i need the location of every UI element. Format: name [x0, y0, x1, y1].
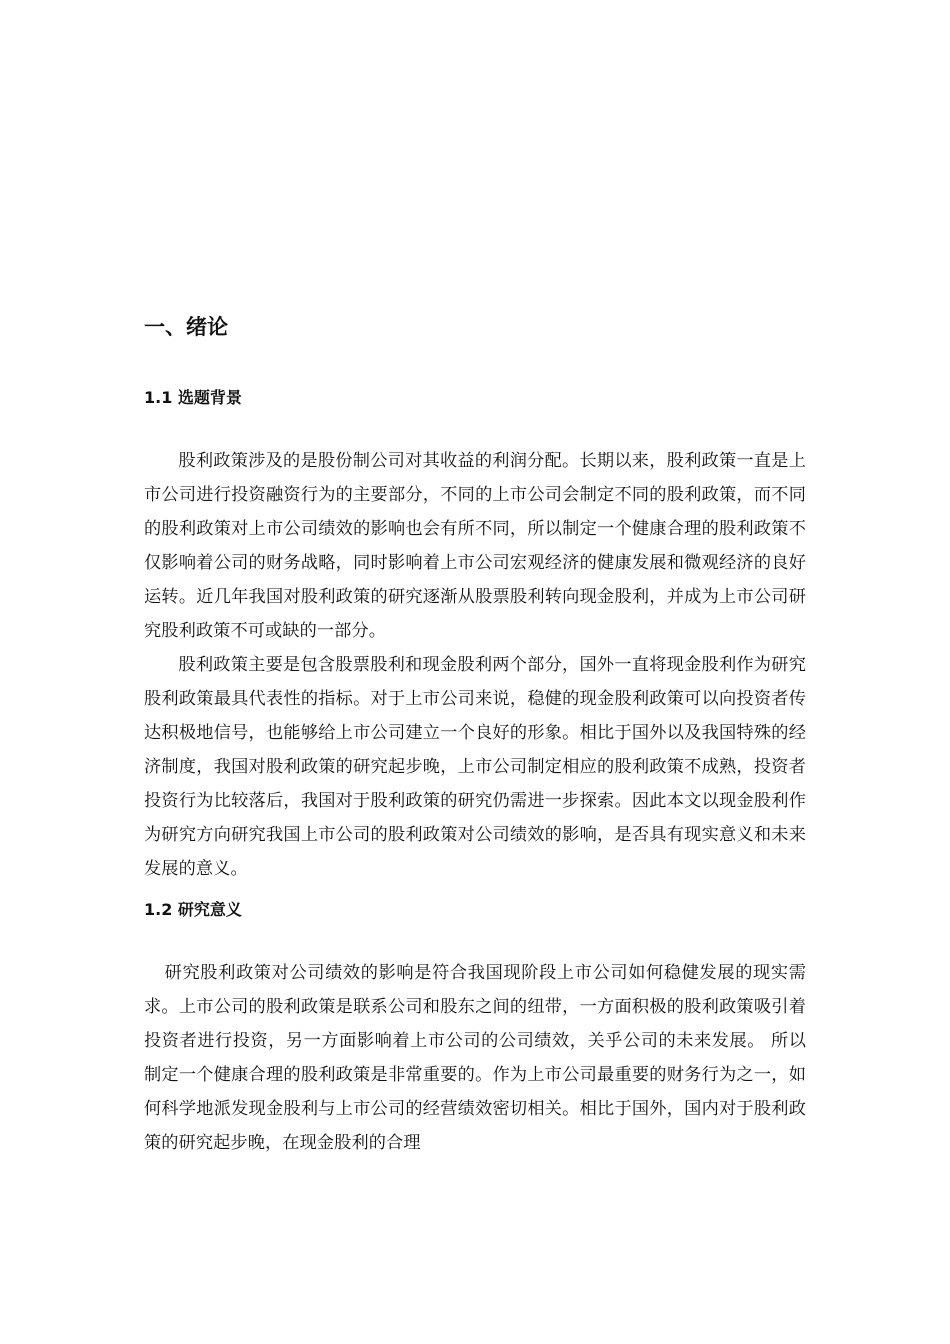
paragraph-background-1: 股利政策涉及的是股份制公司对其收益的利润分配。长期以来，股利政策一直是上市公司进行投资融资行为的主要部分，不同的上市公司会制定不同的股利政策，而不同的股利政策对上市公司绩效的影响也会有所不同，所以制定一个健康合理的股利政策不仅影响着公司的财务战略，同时影响着上市公司宏观经济的健康发展和微观经济的良好运转。近几年我国对股利政策的研究逐渐从股票股利转向现金股利，并成为上市公司研究股利政策不可或缺的一部分。 — [144, 451, 806, 641]
document-body — [144, 312, 806, 1160]
spacer — [144, 886, 806, 898]
section-heading-significance: 1.2 研究意义 — [144, 900, 242, 919]
paragraph-background-2: 股利政策主要是包含股票股利和现金股利两个部分，国外一直将现金股利作为研究股利政策最具代表性的指标。对于上市公司来说，稳健的现金股利政策可以向投资者传达积极地信号，也能够给上市公司建立一个良好的形象。相比于国外以及我国特殊的经济制度，我国对股利政策的研究起步晚，上市公司制定相应的股利政策不成熟，投资者投资行为比较落后，我国对于股利政策的研究仍需进一步探索。因此本文以现金股利作为研究方向研究我国上市公司的股利政策对公司绩效的影响，是否具有现实意义和未来发展的意义。 — [144, 655, 806, 879]
paragraph-significance-1: 研究股利政策对公司绩效的影响是符合我国现阶段上市公司如何稳健发展的现实需求。上市公司的股利政策是联系公司和股东之间的纽带，一方面积极的股利政策吸引着投资者进行投资，另一方面影响着上市公司的公司绩效，关乎公司的未来发展。 所以制定一个健康合理的股利政策是非常重要的。作为上市公司最重要的财务行为之一，如何科学地派发现金股利与上市公司的经营绩效密切相关。相比于国外，国内对于股利政策的研究起步晚，在现金股利的合理 — [144, 963, 806, 1153]
section-heading-background: 1.1 选题背景 — [144, 388, 242, 407]
chapter-heading: 一、绪论 — [144, 315, 228, 339]
